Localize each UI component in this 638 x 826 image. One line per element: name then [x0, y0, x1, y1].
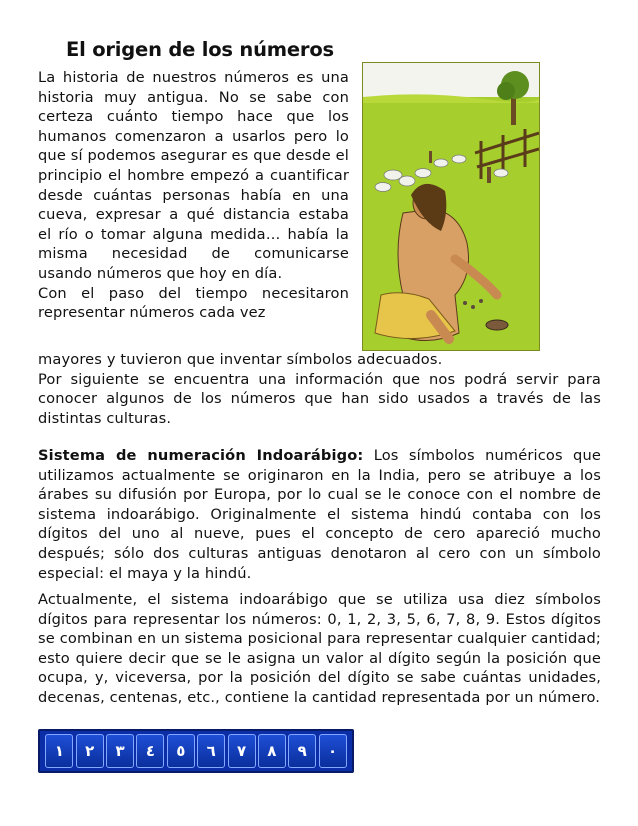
arabic-digit-key: ٨ — [258, 734, 286, 768]
intro-paragraph — [38, 68, 349, 323]
actualmente-text: Actualmente, el sistema indoarábigo que se utiliza usa diez símbolos dígitos para representar los números: 0, 1, 2, 3, 5, 6, 7, 8, 9. Estos dígitos se combinan en un sistema posicional para representar cualquier cantidad; esto quiere decir que se le asigna un valor al dígito según la posición que ocupa, y, viceversa, por la posición del dígito se sabe cuántas unidades, decenas, centenas, etc., contiene la cantidad representada por un número. — [38, 591, 601, 706]
intro-text: La historia de nuestros números es una historia muy antigua. No se sabe con certeza cuánto tiempo hace que los humanos comenzaron a usarlos pero lo que sí podemos asegurar es que desde el principio el hombre empezó a cuantificar desde cuántas personas había en una cueva, expresar a qué distancia estaba el río o tomar alguna medida… había la misma necesidad de comunicarse usando números que hoy en día. — [38, 69, 349, 282]
arabic-digit-key: ١ — [45, 734, 73, 768]
arabic-digit-key: ٥ — [167, 734, 195, 768]
arabic-digit-key: ٩ — [288, 734, 316, 768]
arabic-digit-key: ٤ — [136, 734, 164, 768]
arabic-digit-key: ٧ — [228, 734, 256, 768]
arabic-digit-key: ٣ — [106, 734, 134, 768]
info-paragraph — [38, 350, 601, 428]
arabic-digits-strip — [38, 729, 354, 773]
caveman-illustration — [362, 62, 540, 351]
sistema-paragraph — [38, 446, 601, 583]
page-title: El origen de los números — [66, 38, 334, 61]
arabic-digit-key: ٢ — [76, 734, 104, 768]
arabic-digit-key: ٠ — [319, 734, 347, 768]
sistema-heading: Sistema de numeración Indoarábigo: — [38, 447, 364, 464]
actualmente-paragraph — [38, 590, 601, 708]
sistema-text: Los símbolos numéricos que utilizamos actualmente se originaron en la India, pero se atribuye a los árabes su difusión por Europa, por lo cual se le conoce con el nombre de sistema indoarábigo. Originalmente el sistema hindú contaba con los dígitos del uno al nueve, pues el concepto de cero apareció mucho después; sólo dos culturas antiguas denotaron al cero con un símbolo especial: el maya y la hindú. — [38, 447, 601, 582]
siguiente-text: Por siguiente se encuentra una información que nos podrá servir para conocer algunos de los números que han sido usados a través de las distintas culturas. — [38, 370, 601, 427]
arabic-digit-key: ٦ — [197, 734, 225, 768]
intro-last-line: mayores y tuvieron que inventar símbolos adecuados. — [38, 351, 443, 368]
caveman-scene-image — [363, 63, 539, 350]
intro-continuation: Con el paso del tiempo necesitaron representar números cada vez — [38, 284, 349, 322]
